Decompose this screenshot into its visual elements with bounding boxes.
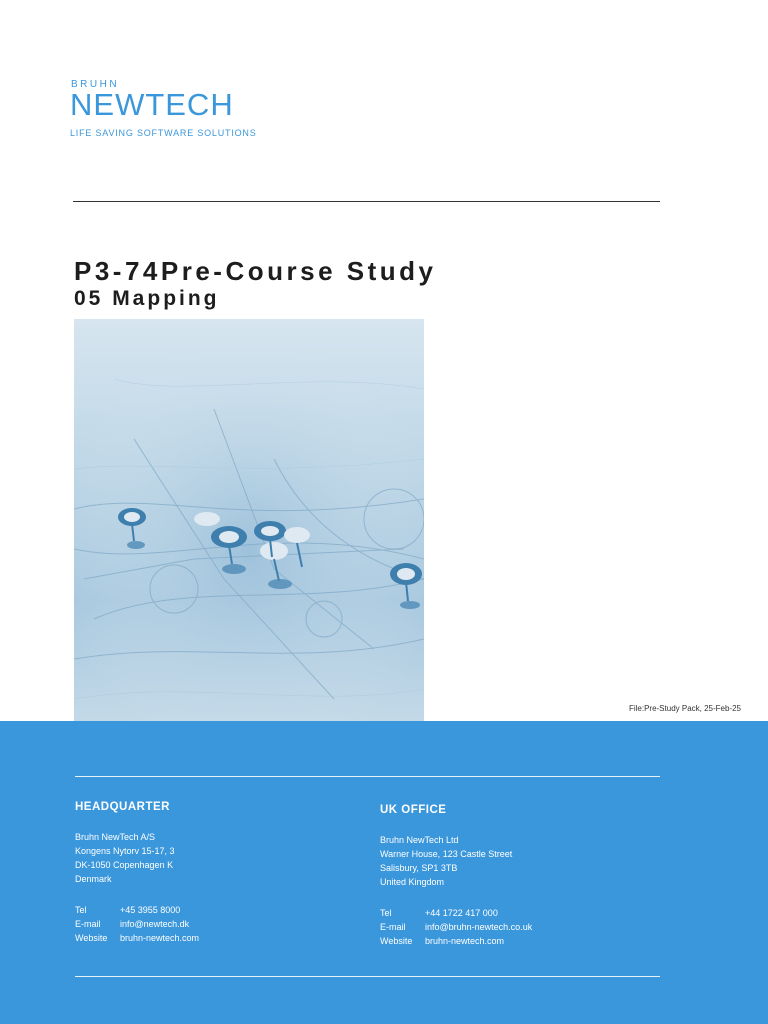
logo-tagline: LIFE SAVING SOFTWARE SOLUTIONS xyxy=(70,128,257,138)
uk-office-heading: UK OFFICE xyxy=(380,804,447,816)
footer-bottom-divider xyxy=(75,976,660,977)
address-line: Denmark xyxy=(75,874,112,884)
header-divider xyxy=(73,201,660,202)
address-line: Warner House, 123 Castle Street xyxy=(380,849,513,859)
website-link[interactable]: bruhn-newtech.com xyxy=(120,933,200,943)
address-line: Kongens Nytorv 15-17, 3 xyxy=(75,846,175,856)
contact-row-email xyxy=(75,917,199,931)
contact-label: Website xyxy=(380,936,413,946)
headquarter-heading: HEADQUARTER xyxy=(75,801,170,813)
phone-number: +45 3955 8000 xyxy=(120,905,181,915)
contact-row-tel xyxy=(380,906,532,920)
address-line: DK-1050 Copenhagen K xyxy=(75,860,174,870)
contact-row-website xyxy=(75,931,199,945)
file-info: File:Pre-Study Pack, 25-Feb-25 xyxy=(628,704,741,713)
contact-label: Tel xyxy=(75,905,87,915)
title-line-1: P3-74Pre-Course Study xyxy=(74,256,437,286)
logo-wordmark: NEWTECH xyxy=(70,87,234,122)
contact-label: Website xyxy=(75,933,108,943)
contact-row-tel xyxy=(75,903,199,917)
headquarter-address xyxy=(75,830,199,886)
headquarter-contacts xyxy=(75,903,199,945)
contact-label: E-mail xyxy=(380,922,406,932)
contact-label: Tel xyxy=(380,908,392,918)
uk-office-address xyxy=(380,833,532,889)
email-link[interactable]: info@newtech.dk xyxy=(120,919,190,929)
address-line: Bruhn NewTech Ltd xyxy=(380,835,459,845)
uk-office-contacts xyxy=(380,906,532,948)
map-cover-image xyxy=(74,319,424,721)
headquarter-block xyxy=(75,800,199,945)
phone-number: +44 1722 417 000 xyxy=(425,908,498,918)
email-link[interactable]: info@bruhn-newtech.co.uk xyxy=(425,922,533,932)
logo-small-text: BRUHN xyxy=(71,79,120,90)
address-line: Salisbury, SP1 3TB xyxy=(380,863,458,873)
contact-row-website xyxy=(380,934,532,948)
footer-top-divider xyxy=(75,776,660,777)
contact-row-email xyxy=(380,920,532,934)
document-title xyxy=(74,256,436,312)
title-line-2: 05 Mapping xyxy=(74,287,220,310)
contact-label: E-mail xyxy=(75,919,101,929)
address-line: United Kingdom xyxy=(380,877,445,887)
address-line: Bruhn NewTech A/S xyxy=(75,832,156,842)
company-logo xyxy=(70,80,257,138)
uk-office-block xyxy=(380,803,532,948)
footer xyxy=(0,721,768,1024)
website-link[interactable]: bruhn-newtech.com xyxy=(425,936,505,946)
